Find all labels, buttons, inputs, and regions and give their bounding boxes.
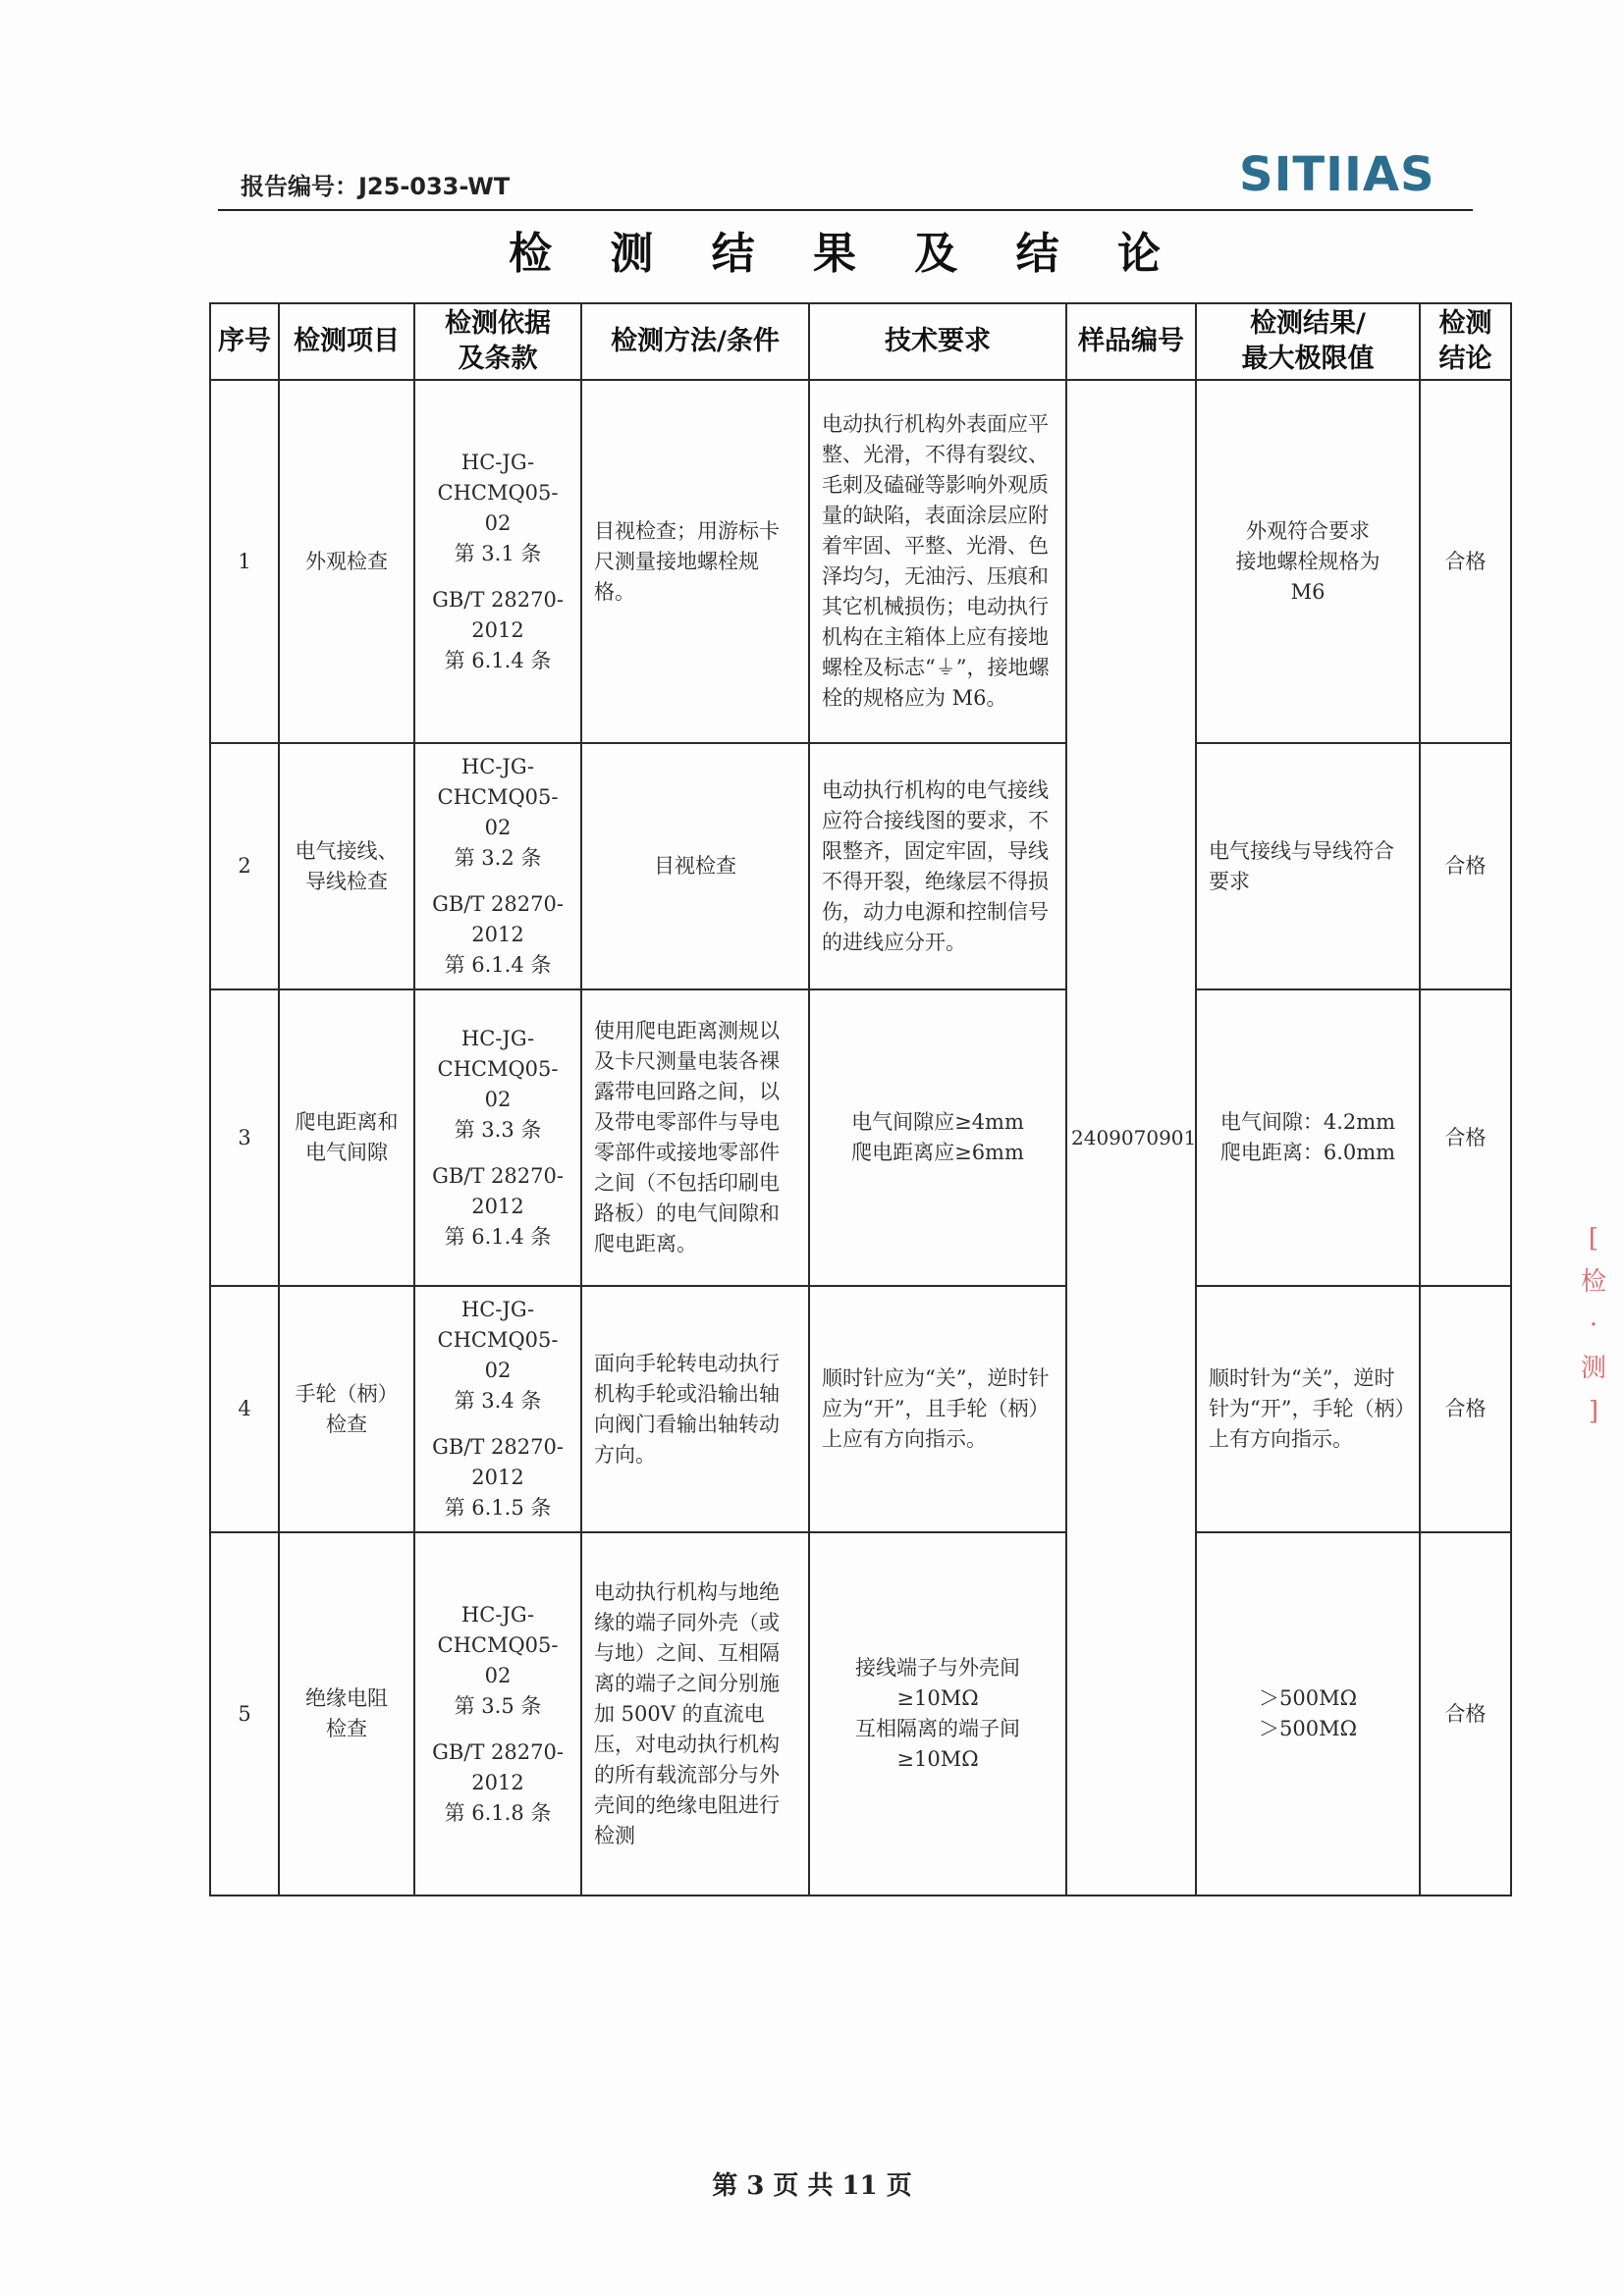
row-method: 电动执行机构与地绝缘的端子同外壳（或与地）之间、互相隔离的端子之间分别施加 500V 的直流电压，对电动执行机构的所有载流部分与外壳间的绝缘电阻进行检测 — [581, 1532, 809, 1896]
table-header-row — [210, 303, 1511, 380]
table-row — [210, 380, 1511, 743]
col-header-requirement: 技术要求 — [809, 303, 1066, 380]
row-item: 手轮（柄） 检查 — [279, 1286, 414, 1532]
row-no: 3 — [210, 989, 279, 1286]
row-result: 顺时针为“关”，逆时针为“开”，手轮（柄）上有方向指示。 — [1196, 1286, 1420, 1532]
row-requirement: 电气间隙应≥4mm 爬电距离应≥6mm — [809, 989, 1066, 1286]
page-title: 检 测 结 果 及 结 论 — [509, 229, 1182, 279]
row-method: 目视检查；用游标卡尺测量接地螺栓规格。 — [581, 380, 809, 743]
row-conclusion: 合格 — [1420, 989, 1511, 1286]
row-no: 4 — [210, 1286, 279, 1532]
row-basis: HC-JG- CHCMQ05-02 第 3.5 条 GB/T 28270- 2012 第 6.1.8 条 — [414, 1532, 581, 1896]
sample-number: 2409070901 — [1066, 380, 1196, 1896]
row-result: 电气间隙：4.2mm 爬电距离：6.0mm — [1196, 989, 1420, 1286]
row-conclusion: 合格 — [1420, 380, 1511, 743]
row-conclusion: 合格 — [1420, 1286, 1511, 1532]
table-row — [210, 1286, 1511, 1532]
row-basis: HC-JG- CHCMQ05-02 第 3.4 条 GB/T 28270- 2012 第 6.1.5 条 — [414, 1286, 581, 1532]
col-header-result: 检测结果/ 最大极限值 — [1196, 303, 1420, 380]
row-no: 5 — [210, 1532, 279, 1896]
row-basis: HC-JG- CHCMQ05-02 第 3.2 条 GB/T 28270- 2012 第 6.1.4 条 — [414, 743, 581, 989]
row-method: 使用爬电距离测规以及卡尺测量电装各裸露带电回路之间，以及带电零部件与导电零部件或接地零部件之间（不包括印刷电路板）的电气间隙和爬电距离。 — [581, 989, 809, 1286]
row-item: 爬电距离和 电气间隙 — [279, 989, 414, 1286]
seal-stamp: [ 检 · 测 ] — [1580, 1224, 1606, 1426]
header-divider — [218, 209, 1473, 211]
report-number: 报告编号：J25-033-WT — [241, 173, 511, 200]
row-no: 2 — [210, 743, 279, 989]
row-item: 外观检查 — [279, 380, 414, 743]
row-conclusion: 合格 — [1420, 1532, 1511, 1896]
table-row — [210, 743, 1511, 989]
table-row — [210, 1532, 1511, 1896]
row-method: 目视检查 — [581, 743, 809, 989]
row-method: 面向手轮转电动执行机构手轮或沿输出轴向阀门看输出轴转动方向。 — [581, 1286, 809, 1532]
row-conclusion: 合格 — [1420, 743, 1511, 989]
row-requirement: 电动执行机构外表面应平整、光滑，不得有裂纹、毛刺及磕碰等影响外观质量的缺陷，表面涂层应附着牢固、平整、光滑、色泽均匀，无油污、压痕和其它机械损伤；电动执行机构在主箱体上应有接地螺栓及标志“⏚”，接地螺栓的规格应为 M6。 — [809, 380, 1066, 743]
col-header-sample-no: 样品编号 — [1066, 303, 1196, 380]
row-result: ＞500MΩ ＞500MΩ — [1196, 1532, 1420, 1896]
row-requirement: 电动执行机构的电气接线应符合接线图的要求，不限整齐，固定牢固，导线不得开裂，绝缘层不得损伤，动力电源和控制信号的进线应分开。 — [809, 743, 1066, 989]
col-header-method: 检测方法/条件 — [581, 303, 809, 380]
col-header-basis: 检测依据 及条款 — [414, 303, 581, 380]
sitiias-logo: SITIIAS — [1239, 147, 1435, 202]
page-footer: 第 3 页 共 11 页 — [712, 2171, 912, 2201]
row-item: 电气接线、 导线检查 — [279, 743, 414, 989]
col-header-item: 检测项目 — [279, 303, 414, 380]
results-table — [209, 302, 1512, 1896]
row-requirement: 顺时针应为“关”，逆时针应为“开”，且手轮（柄）上应有方向指示。 — [809, 1286, 1066, 1532]
row-basis: HC-JG- CHCMQ05-02 第 3.1 条 GB/T 28270- 2012 第 6.1.4 条 — [414, 380, 581, 743]
row-requirement: 接线端子与外壳间 ≥10MΩ 互相隔离的端子间 ≥10MΩ — [809, 1532, 1066, 1896]
row-no: 1 — [210, 380, 279, 743]
row-result: 外观符合要求 接地螺栓规格为 M6 — [1196, 380, 1420, 743]
col-header-conclusion: 检测 结论 — [1420, 303, 1511, 380]
row-result: 电气接线与导线符合要求 — [1196, 743, 1420, 989]
col-header-no: 序号 — [210, 303, 279, 380]
table-row — [210, 989, 1511, 1286]
row-basis: HC-JG- CHCMQ05-02 第 3.3 条 GB/T 28270- 2012 第 6.1.4 条 — [414, 989, 581, 1286]
row-item: 绝缘电阻 检查 — [279, 1532, 414, 1896]
